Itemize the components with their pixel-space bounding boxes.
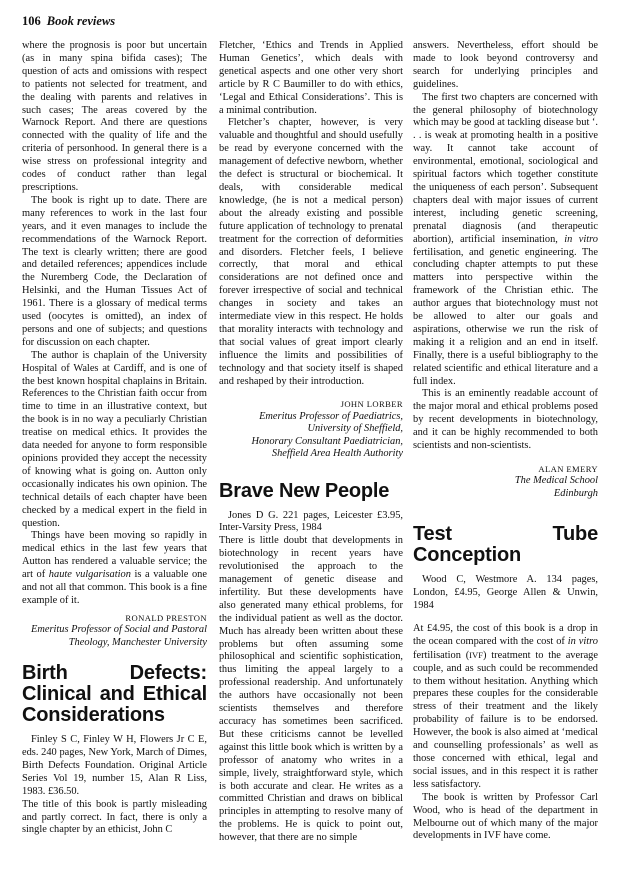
section-title: Book reviews bbox=[46, 14, 116, 28]
paragraph: Fletcher, ‘Ethics and Trends in Applied Human Genetics’, which deals with genetical aspects and one other very short article by R C Baumiller to do with ethics, ‘Legal and Ethical Considerations’. This is a minimal contribution. bbox=[219, 40, 403, 116]
reviewer-signature: JOHN LORBER Emeritus Professor of Paediatrics, University of Sheffield, Honorary Consultant Paediatrician, Sheffield Area Health Authority bbox=[219, 398, 403, 460]
book-citation: Jones D G. 221 pages, Leicester £3.95, Inter-Varsity Press, 1984 bbox=[219, 509, 403, 534]
paragraph: The first two chapters are concerned with the general philosophy of biotechnology which may be good at tackling disease but ‘. . . is weak at promoting health in a positive way. It cannot take account of environmental, emotional, sociological and spiritual factors which together constitute the uniqueness of each person’. Subsequent chapters deal with major issues of current interest, including genetic screening, prenatal diagnosis (and therapeutic abortion), artificial insemination, in vitro fertilisation, and genetic engineering. The concluding chapter attempts to put these matters into perspective within the framework of the Christian ethic. The author argues that biotechnology must not be allowed to alter our goals and aspirations, otherwise we run the risk of making it a religion and an end in itself. Finally, there is a useful bibliography to the related scientific and ethical literature and a full index. bbox=[413, 91, 598, 387]
paragraph: The author is chaplain of the University Hospital of Wales at Cardiff, and is one of the best known hospital chaplains in Britain. References to the Christian faith occur from time to time in an illustrative context, but the book is in no way a peculiarly Christian treatise on medical ethics. It provides the data needed for anyone to form responsible opinions provided they accept the necessity of knowing what is going on. Autton only occasionally indicates his own opinion. The technical details of each chapter have been checked by a medical expert in the field in question. bbox=[22, 349, 207, 529]
paragraph: There is little doubt that developments in biotechnology in recent years have revolutionised the approach to the management of genetic disease and infertility. But these developments have also generated many ethical problems, for the individual patient as well as the doctor. Much has already been written about these problems but often assuming some philosophical and scientific sophistication, thus limiting the appeal largely to a professional readership. And unfortunately the authors have occasionally not been scientists themselves and therefore accuracy has sometimes been sacrificed. But these criticisms cannot be levelled against this little book which is written by a professor of anatomy who writes in a simple, lively, straightforward style, which is both accurate and clear. He writes as a committed Christian and draws on biblical principles in attempting to resolve many of the problems. He is quick to point out, however, that there are no simple bbox=[219, 535, 403, 844]
paragraph: The book is right up to date. There are many references to work in the last four years, and it even manages to include the recommendations of the Warnock Report. The text is clearly written; there are good and detailed references; appendices include the Nuremberg Code, the Declaration of Helsinki, and the Human Tissues Act of 1961. There is a glossary of medical terms used (oocytes is omitted), an index of persons and one of subjects; and questions for discussion on each chapter. bbox=[22, 194, 207, 348]
reviewer-signature: ALAN EMERY The Medical School Edinburgh bbox=[413, 463, 598, 500]
paragraph: This is an eminently readable account of the major moral and ethical problems posed by recent developments in biotechnology, and it can be highly recommended to both scientists and non-scientists. bbox=[413, 388, 598, 452]
paragraph: Fletcher’s chapter, however, is very valuable and thoughtful and should usefully be read by everyone concerned with the management of defective newborn, whether the defect is structural or biochemical. It deals, with considerable medical knowledge, (he is not a medical person) about the already existing and possible future application of technology to prenatal treatment for the correction of deformities and disorders. Fletcher feels, I believe correctly, that moral and ethical considerations are not defined once and forever irrespective of social and technical changes in society and takes an intermediate view in this respect. He holds that morality interacts with technology and that social values of great import clearly influence the limits and possibilities of technology and that society itself is shaped and reshaped by their introduction. bbox=[219, 117, 403, 387]
review-heading: Birth Defects: Clinical and Ethical Considerations bbox=[22, 662, 207, 727]
review-heading: Brave New People bbox=[219, 479, 390, 502]
book-citation: Finley S C, Finley W H, Flowers Jr C E, eds. 240 pages, New York, March of Dimes, Birth Defects Foundation. Original Article Series Vol 19, number 15, Alan R Liss, 1983. £36.50. bbox=[22, 734, 207, 797]
reviewer-name: RONALD PRESTON bbox=[125, 612, 207, 623]
page-header bbox=[22, 14, 115, 29]
column-1 bbox=[22, 40, 207, 837]
paragraph: where the prognosis is poor but uncertain (as in many spina bifida cases); The question of acts and omissions with respect to patients not selected for treatment, and the dealing with parents and relatives in such cases; The areas covered by the Warnock Report. And there are questions connected with the quality of life and the criteria of personhood. In general there is a wise stress on professional integrity and codes of conduct rather than legal prescriptions. bbox=[22, 40, 207, 193]
book-citation: Wood C, Westmore A. 134 pages, London, £4.95, George Allen & Unwin, 1984 bbox=[413, 574, 598, 612]
page-number: 106 bbox=[22, 14, 41, 28]
paragraph: Things have been moving so rapidly in medical ethics in the last few years that Autton has rendered a valuable service; the art of haute vulgarisation is a valuable one and not all that common. This book is a fine example of it. bbox=[22, 530, 207, 606]
reviewer-name: ALAN EMERY bbox=[538, 464, 598, 474]
column-2 bbox=[219, 40, 403, 845]
column-3 bbox=[413, 40, 598, 843]
reviewer-name: JOHN LORBER bbox=[340, 399, 403, 410]
paragraph: The book is written by Professor Carl Wood, who is head of the department in Melbourne out of which many of the major developments in IVF have come. bbox=[413, 791, 598, 842]
paragraph: answers. Nevertheless, effort should be made to look beyond controversy and search for underlying principles and guidelines. bbox=[413, 40, 598, 90]
reviewer-signature: RONALD PRESTON Emeritus Professor of Social and Pastoral Theology, Manchester University bbox=[22, 612, 207, 649]
review-heading: Test Tube Conception bbox=[413, 523, 598, 567]
paragraph: The title of this book is partly misleading and partly correct. In fact, there is only a single chapter by an ethicist, John C bbox=[22, 798, 207, 836]
paragraph: At £4.95, the cost of this book is a drop in the ocean compared with the cost of in vitro fertilisation (IVF) treatment to the average couple, and as such could be recommended to them without hesitation. Anything which prepares these couples for the considerable stress of their treatment and the likely probability of failure is to be endorsed. However, the book is also aimed at ‘medical and counselling professionals’ as well as those concerned with ethical, legal and social issues, and in this respect it is rather less satisfactory. bbox=[413, 622, 598, 790]
